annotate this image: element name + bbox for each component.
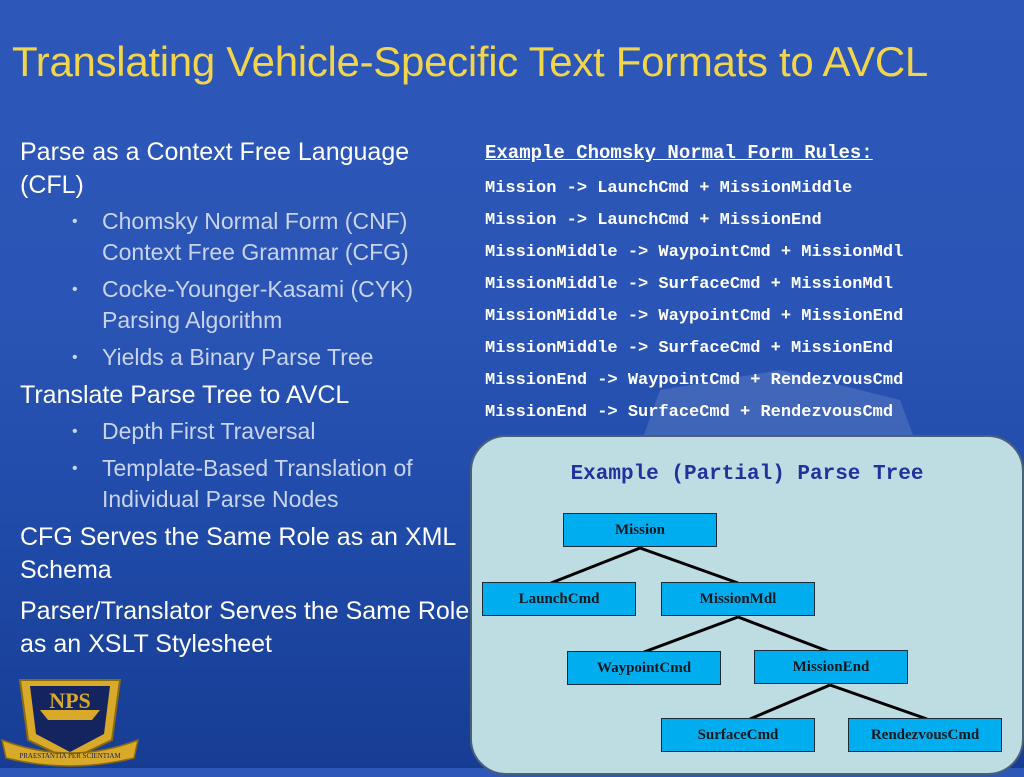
cnf-rule: MissionEnd -> WaypointCmd + RendezvousCmd [485, 371, 904, 390]
cnf-rules-heading: Example Chomsky Normal Form Rules: [485, 142, 873, 164]
bullet-list [20, 136, 475, 665]
tree-edge [738, 617, 830, 652]
tree-edge [830, 685, 927, 719]
cnf-rule: MissionEnd -> SurfaceCmd + RendezvousCmd [485, 403, 894, 422]
bullet-parse-cfl: Parse as a Context Free Language (CFL) [20, 138, 410, 199]
tree-edge [644, 617, 738, 652]
bullet-parser-xslt: Parser/Translator Serves the Same Role as an XSLT Stylesheet [20, 597, 470, 658]
bullet-cfg-schema: CFG Serves the Same Role as an XML Schema [20, 523, 456, 584]
parse-tree-panel [470, 435, 1024, 775]
tree-node-missionend: MissionEnd [754, 650, 908, 684]
nps-logo [0, 670, 140, 768]
tree-node-rendezvouscmd: RendezvousCmd [848, 718, 1002, 752]
tree-node-waypointcmd: WaypointCmd [567, 651, 721, 685]
svg-text:NPS: NPS [49, 688, 91, 713]
tree-edge [551, 548, 640, 583]
sub-bullet-binary-tree: • Yields a Binary Parse Tree [102, 342, 475, 373]
cnf-rules [485, 142, 1020, 429]
tree-edge [750, 685, 830, 719]
sub-bullet-cyk: • Cocke-Younger-Kasami (CYK) Parsing Algorithm [102, 274, 475, 336]
bullet-translate-tree: Translate Parse Tree to AVCL [20, 381, 350, 409]
svg-text:PRAESTANTIA PER SCIENTIAM: PRAESTANTIA PER SCIENTIAM [19, 752, 121, 760]
tree-node-missionmdl: MissionMdl [661, 582, 815, 616]
tree-node-launchcmd: LaunchCmd [482, 582, 636, 616]
cnf-rule: MissionMiddle -> WaypointCmd + MissionEnd [485, 307, 904, 326]
tree-edge [640, 548, 738, 583]
sub-bullet-cnf: • Chomsky Normal Form (CNF) Context Free Grammar (CFG) [102, 206, 475, 268]
cnf-rule: Mission -> LaunchCmd + MissionEnd [485, 211, 822, 230]
sub-bullet-depth-first: • Depth First Traversal [102, 416, 475, 447]
slide-title: Translating Vehicle-Specific Text Formats to AVCL [12, 38, 928, 85]
cnf-rule: MissionMiddle -> WaypointCmd + MissionMdl [485, 243, 904, 262]
tree-node-surfacecmd: SurfaceCmd [661, 718, 815, 752]
cnf-rule: MissionMiddle -> SurfaceCmd + MissionEnd [485, 339, 894, 358]
cnf-rule: Mission -> LaunchCmd + MissionMiddle [485, 179, 853, 198]
sub-list-translate [20, 416, 475, 515]
parse-tree-title: Example (Partial) Parse Tree [570, 463, 924, 486]
sub-bullet-template: • Template-Based Translation of Individual Parse Nodes [102, 453, 475, 515]
tree-node-mission: Mission [563, 513, 717, 547]
cnf-rule: MissionMiddle -> SurfaceCmd + MissionMdl [485, 275, 894, 294]
sub-list-parse [20, 206, 475, 373]
